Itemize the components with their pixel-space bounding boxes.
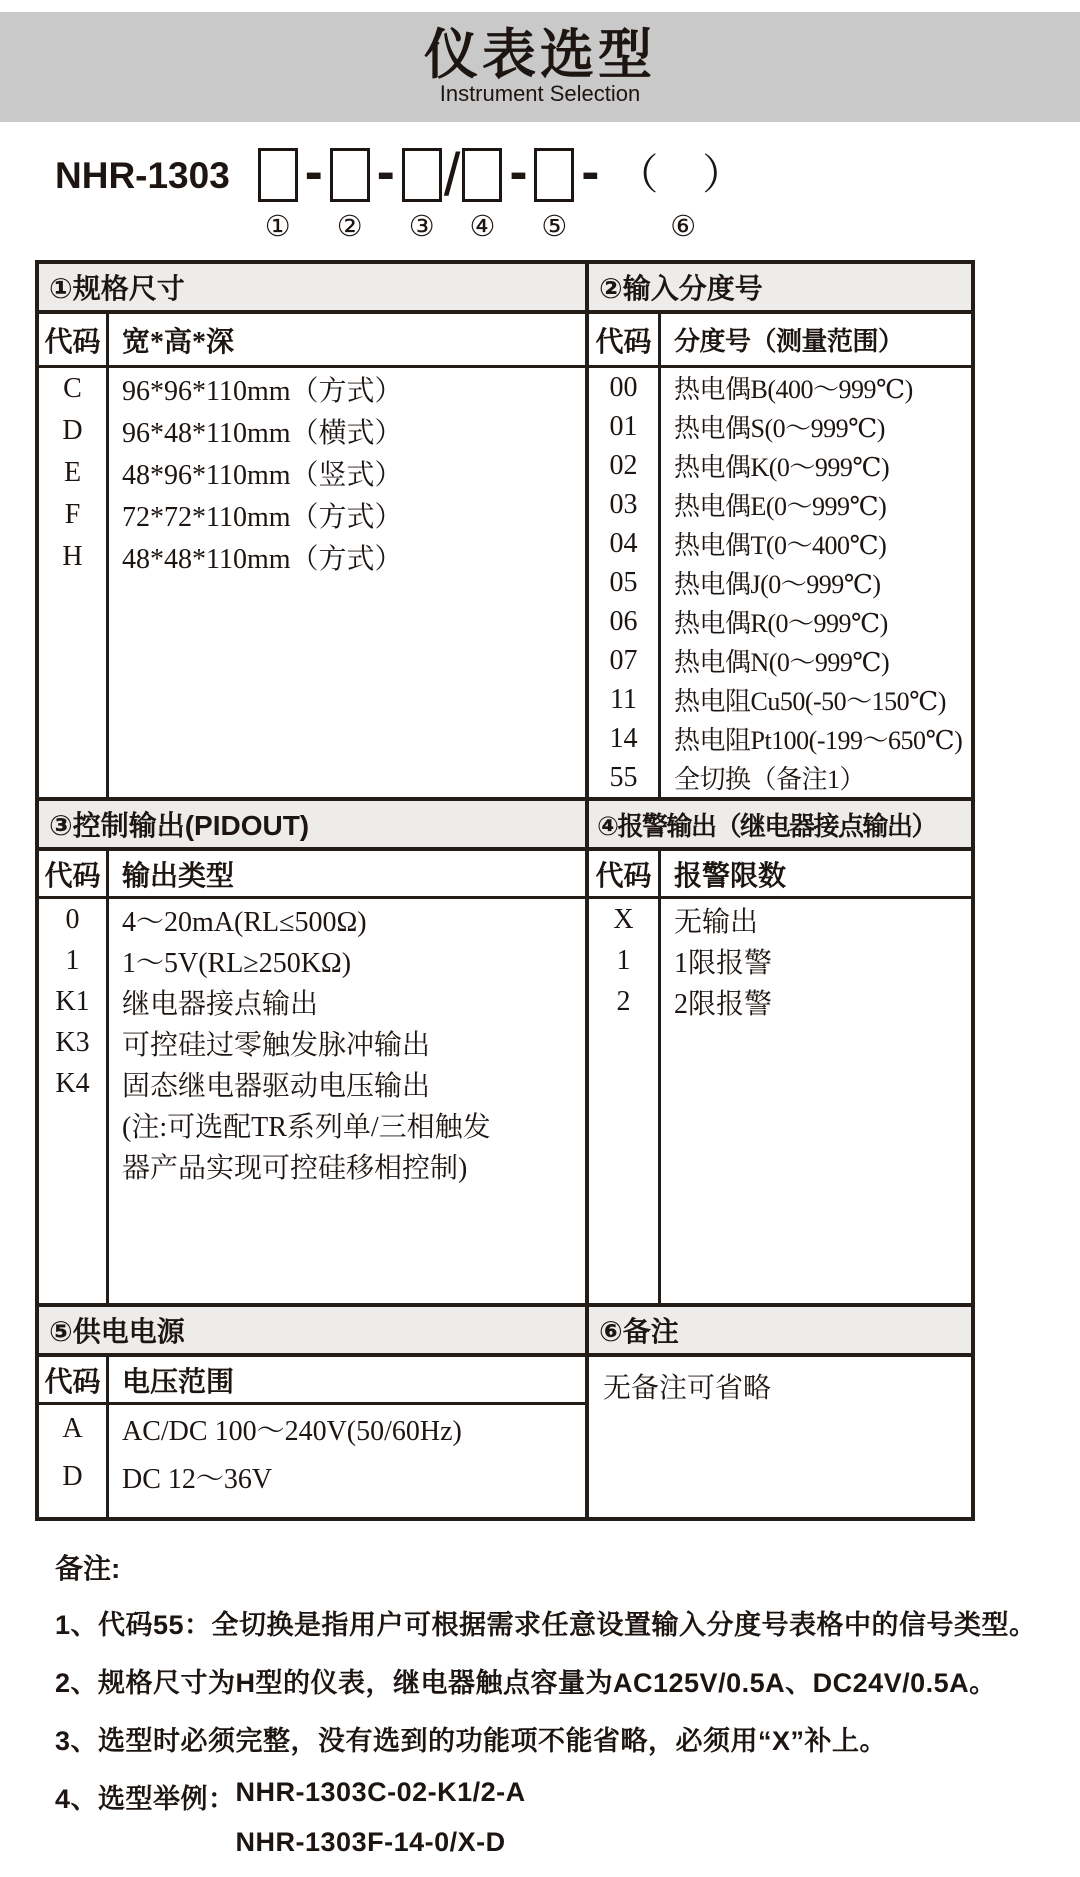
dash-separator: - xyxy=(509,142,528,202)
desc-cell: 热电偶B(400～999℃) xyxy=(674,375,913,404)
section-2 xyxy=(585,264,971,797)
table-row xyxy=(589,899,971,940)
column-header-row xyxy=(39,1357,585,1405)
table-row xyxy=(39,1145,585,1186)
code-cell: A xyxy=(39,1405,109,1453)
value-column-header: 报警限数 xyxy=(674,860,787,892)
desc-cell: 96*48*110mm（横式） xyxy=(122,418,403,449)
value-column-header: 输出类型 xyxy=(122,860,235,892)
value-column-header: 分度号（测量范围） xyxy=(674,327,904,356)
desc-cell: 热电偶S(0～999℃) xyxy=(674,414,885,443)
code-cell: 1 xyxy=(589,940,661,981)
circled-number-2: ② xyxy=(336,209,363,243)
table-row xyxy=(39,452,585,494)
code-column-header: 代码 xyxy=(39,314,109,365)
remark-text: 无备注可省略 xyxy=(603,1373,772,1404)
table-row xyxy=(589,981,971,1022)
desc-cell: 可控硅过零触发脉冲输出 xyxy=(122,1029,431,1061)
column-header-row xyxy=(589,851,971,899)
code-cell xyxy=(39,1145,109,1186)
desc-cell: 器产品实现可控硅移相控制) xyxy=(122,1152,468,1184)
desc-cell: 热电偶R(0～999℃) xyxy=(674,609,888,638)
selection-table xyxy=(35,260,975,1521)
section-4-header: ④报警输出（继电器接点输出） xyxy=(589,801,971,851)
model-example-2: NHR-1303F-14-0/X-D xyxy=(235,1827,506,1857)
table-row xyxy=(39,1063,585,1104)
desc-cell: (注:可选配TR系列单/三相触发 xyxy=(122,1111,491,1143)
section-1-header: ①规格尺寸 xyxy=(39,264,585,314)
section-4 xyxy=(585,801,971,1303)
filler-row xyxy=(589,1022,971,1303)
table-row xyxy=(39,981,585,1022)
table-row xyxy=(589,641,971,680)
section-1 xyxy=(39,264,585,797)
section-1-panel xyxy=(39,314,585,797)
table-row xyxy=(39,1453,585,1501)
model-slot-5 xyxy=(534,148,574,243)
table-row xyxy=(589,940,971,981)
band-1 xyxy=(39,264,971,797)
code-box-1 xyxy=(258,148,298,202)
table-row xyxy=(589,485,971,524)
code-cell: 03 xyxy=(589,485,661,524)
section-6-header: ⑥备注 xyxy=(589,1307,971,1357)
code-column-header: 代码 xyxy=(589,851,661,896)
section-2-header: ②输入分度号 xyxy=(589,264,971,314)
code-box-2 xyxy=(330,148,370,202)
table-row xyxy=(39,940,585,981)
table-row xyxy=(39,1405,585,1453)
code-cell: 2 xyxy=(589,981,661,1022)
slash-separator: / xyxy=(443,141,461,208)
desc-cell: 4～20mA(RL≤500Ω) xyxy=(122,906,367,938)
value-column-header: 电压范围 xyxy=(122,1366,235,1398)
desc-cell: 无输出 xyxy=(674,906,759,938)
table-row xyxy=(589,446,971,485)
table-row xyxy=(39,494,585,536)
code-cell: C xyxy=(39,368,109,410)
desc-cell: 热电偶T(0～400℃) xyxy=(674,531,887,560)
table-row xyxy=(589,524,971,563)
page-banner xyxy=(0,12,1080,122)
table-row xyxy=(589,602,971,641)
section-5-panel xyxy=(39,1357,585,1517)
page-subtitle: Instrument Selection xyxy=(439,81,641,107)
code-cell: 01 xyxy=(589,407,661,446)
model-slot-2 xyxy=(330,148,370,243)
section-5-header: ⑤供电电源 xyxy=(39,1307,585,1357)
table-row xyxy=(589,407,971,446)
desc-cell: 热电阻Cu50(-50～150℃) xyxy=(674,687,946,716)
table-row xyxy=(589,719,971,758)
section-3-header: ③控制输出(PIDOUT) xyxy=(39,801,585,851)
code-cell: 00 xyxy=(589,368,661,407)
code-cell: 11 xyxy=(589,680,661,719)
table-row xyxy=(39,536,585,578)
desc-cell: 1限报警 xyxy=(674,947,773,979)
code-cell xyxy=(39,1104,109,1145)
desc-cell: 96*96*110mm（方式） xyxy=(122,376,403,407)
code-cell: 06 xyxy=(589,602,661,641)
table-row xyxy=(39,1104,585,1145)
desc-cell: 继电器接点输出 xyxy=(122,988,319,1020)
filler-row xyxy=(39,1501,585,1517)
code-cell: F xyxy=(39,494,109,536)
band-3 xyxy=(39,1303,971,1517)
circled-number-6: ⑥ xyxy=(670,209,697,243)
model-prefix: NHR-1303 xyxy=(55,155,230,196)
code-cell: 55 xyxy=(589,758,661,797)
model-code-line xyxy=(55,141,1080,244)
code-cell: D xyxy=(39,1453,109,1501)
desc-cell: AC/DC 100～240V(50/60Hz) xyxy=(122,1416,462,1447)
value-column-header: 宽*高*深 xyxy=(122,326,235,358)
column-header-row xyxy=(39,851,585,899)
code-cell: 04 xyxy=(589,524,661,563)
dash-separator: - xyxy=(304,142,323,202)
code-cell: K4 xyxy=(39,1063,109,1104)
footnote-4-label: 4、选型举例： xyxy=(55,1784,236,1814)
desc-cell: 热电偶J(0～999℃) xyxy=(674,570,881,599)
code-box-3 xyxy=(402,148,442,202)
model-slot-4 xyxy=(462,148,502,243)
section-5 xyxy=(39,1307,585,1517)
table-row xyxy=(589,368,971,407)
code-cell: 02 xyxy=(589,446,661,485)
desc-cell: 72*72*110mm（方式） xyxy=(122,502,403,533)
code-cell: 07 xyxy=(589,641,661,680)
band-2 xyxy=(39,797,971,1303)
circled-number-3: ③ xyxy=(408,209,435,243)
desc-cell: 热电阻Pt100(-199～650℃) xyxy=(674,726,963,755)
model-slot-1 xyxy=(258,148,298,243)
code-cell: K3 xyxy=(39,1022,109,1063)
code-column-header: 代码 xyxy=(39,1357,109,1402)
desc-cell: 48*96*110mm（竖式） xyxy=(122,460,403,491)
desc-cell: 48*48*110mm（方式） xyxy=(122,544,403,575)
desc-cell: 热电偶N(0～999℃) xyxy=(674,648,890,677)
code-cell: 05 xyxy=(589,563,661,602)
table-row xyxy=(39,1022,585,1063)
model-slot-3 xyxy=(402,148,442,243)
model-examples xyxy=(236,1777,526,1877)
parentheses-slot: （ ） xyxy=(616,151,761,198)
table-row xyxy=(589,563,971,602)
desc-cell: 固态继电器驱动电压输出 xyxy=(122,1070,431,1102)
section-2-panel xyxy=(589,314,971,797)
column-header-row xyxy=(39,314,585,368)
dash-separator: - xyxy=(376,142,395,202)
desc-cell: 全切换（备注1） xyxy=(674,765,866,794)
code-cell: 0 xyxy=(39,899,109,940)
code-box-4 xyxy=(462,148,502,202)
filler-row xyxy=(39,578,585,797)
table-row xyxy=(589,758,971,797)
model-example-1: NHR-1303C-02-K1/2-A xyxy=(235,1777,526,1807)
desc-cell: DC 12～36V xyxy=(122,1464,273,1495)
code-cell: E xyxy=(39,452,109,494)
circled-number-5: ⑤ xyxy=(541,209,568,243)
footnotes-heading: 备注: xyxy=(55,1553,121,1584)
dash-separator: - xyxy=(581,142,600,202)
table-row xyxy=(39,410,585,452)
page-title: 仪表选型 xyxy=(424,24,656,85)
footnote-item-4 xyxy=(55,1777,1080,1877)
table-row xyxy=(39,899,585,940)
desc-cell: 2限报警 xyxy=(674,988,773,1020)
code-cell: 1 xyxy=(39,940,109,981)
column-header-row xyxy=(589,314,971,368)
code-column-header: 代码 xyxy=(39,851,109,896)
table-row xyxy=(39,368,585,410)
code-cell: D xyxy=(39,410,109,452)
footnote-item: 2、规格尺寸为H型的仪表，继电器触点容量为AC125V/0.5A、DC24V/0.5A。 xyxy=(55,1668,997,1698)
section-3-panel xyxy=(39,851,585,1303)
code-cell: K1 xyxy=(39,981,109,1022)
section-3 xyxy=(39,801,585,1303)
circled-number-1: ① xyxy=(264,209,291,243)
filler-row xyxy=(39,1186,585,1303)
desc-cell: 热电偶E(0～999℃) xyxy=(674,492,887,521)
footnotes xyxy=(55,1547,1080,1877)
code-box-5 xyxy=(534,148,574,202)
section-6-panel xyxy=(589,1357,971,1517)
model-slot-6 xyxy=(606,148,760,243)
code-cell: X xyxy=(589,899,661,940)
desc-cell: 1～5V(RL≥250KΩ) xyxy=(122,947,352,979)
circled-number-4: ④ xyxy=(469,209,496,243)
footnote-item: 3、选型时必须完整，没有选到的功能项不能省略，必须用“X”补上。 xyxy=(55,1726,888,1756)
code-cell: H xyxy=(39,536,109,578)
section-6 xyxy=(585,1307,971,1517)
code-cell: 14 xyxy=(589,719,661,758)
footnote-item: 1、代码55：全切换是指用户可根据需求任意设置输入分度号表格中的信号类型。 xyxy=(55,1610,1037,1640)
section-4-panel xyxy=(589,851,971,1303)
desc-cell: 热电偶K(0～999℃) xyxy=(674,453,890,482)
table-row xyxy=(589,680,971,719)
code-column-header: 代码 xyxy=(589,314,661,365)
